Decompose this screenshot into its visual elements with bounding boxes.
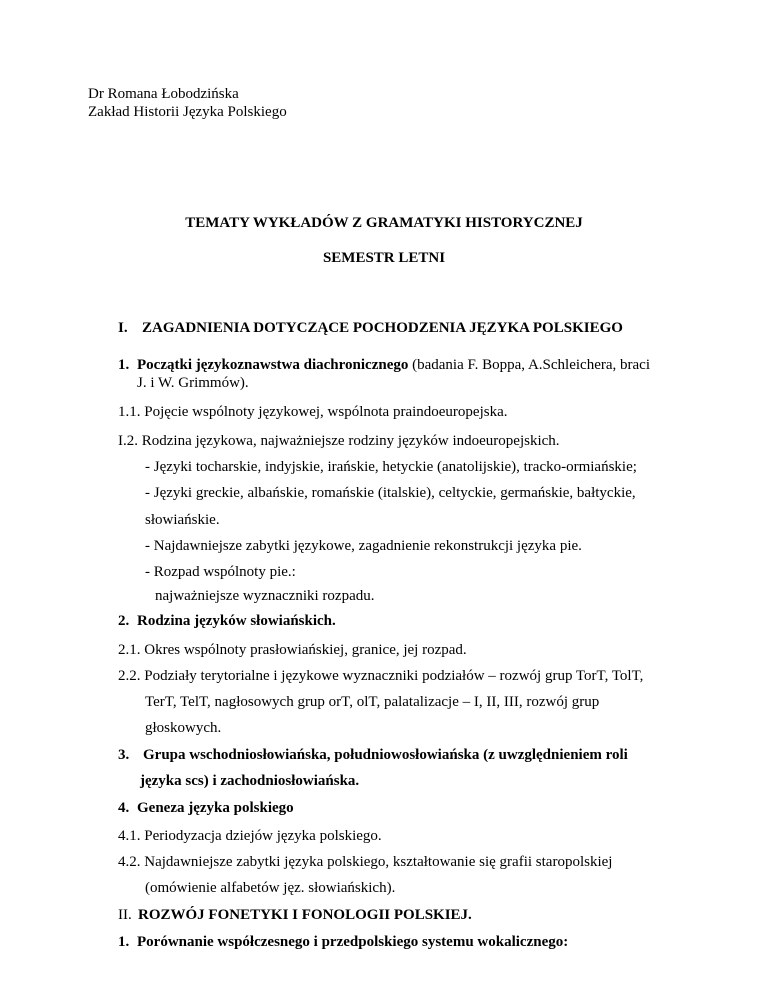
section-2-item-1-text: Porównanie współczesnego i przedpolskiego systemu wokalicznego: <box>137 934 569 950</box>
document-subtitle: SEMESTR LETNI <box>322 250 446 266</box>
item-4-2-line2: (omówienie alfabetów jęz. słowiańskich). <box>145 880 396 896</box>
item-1-rest: (badania F. Boppa, A.Schleichera, braci <box>408 357 650 373</box>
item-1-2-line5: - Rozpad wspólnoty pie.: <box>145 564 296 580</box>
document-title: TEMATY WYKŁADÓW Z GRAMATYKI HISTORYCZNEJ <box>185 215 583 231</box>
item-2-1: 2.1. Okres wspólnoty prasłowiańskiej, granice, jej rozpad. <box>118 642 467 658</box>
item-1-2-title: I.2. Rodzina językowa, najważniejsze rodziny języków indoeuropejskich. <box>118 433 560 449</box>
item-2-text: Rodzina języków słowiańskich. <box>137 613 336 629</box>
item-3-line1: Grupa wschodniosłowiańska, południowosłowiańska (z uwzględnieniem roli <box>143 747 628 763</box>
section-1-heading: ZAGADNIENIA DOTYCZĄCE POCHODZENIA JĘZYKA POLSKIEGO <box>142 320 623 336</box>
item-2-2-line3: głoskowych. <box>145 720 222 736</box>
item-1-2-line4: - Najdawniejsze zabytki językowe, zagadnienie rekonstrukcji języka pie. <box>145 538 582 554</box>
item-1-bold: Początki językoznawstwa diachronicznego <box>137 357 409 373</box>
item-2-number: 2. <box>118 613 130 629</box>
item-4-1: 4.1. Periodyzacja dziejów języka polskiego. <box>118 828 382 844</box>
item-1-2-line3: słowiańskie. <box>145 512 220 528</box>
item-4-number: 4. <box>118 800 130 816</box>
item-1-cont: J. i W. Grimmów). <box>137 375 249 391</box>
department-name: Zakład Historii Języka Polskiego <box>88 104 287 120</box>
section-1-number: I. <box>118 320 128 336</box>
item-2-2-line1: 2.2. Podziały terytorialne i językowe wyznaczniki podziałów – rozwój grup TorT, TolT, <box>118 668 644 684</box>
item-1-text <box>137 356 650 374</box>
item-1-2-line2: - Języki greckie, albańskie, romańskie (italskie), celtyckie, germańskie, bałtyckie, <box>145 485 636 501</box>
item-4-2-line1: 4.2. Najdawniejsze zabytki języka polskiego, kształtowanie się grafii staropolskiej <box>118 854 613 870</box>
item-1-number: 1. <box>118 357 130 373</box>
section-2-item-1-number: 1. <box>118 934 130 950</box>
item-4-text: Geneza języka polskiego <box>137 800 294 816</box>
item-2-2-line2: TerT, TelT, nagłosowych grup orT, olT, palatalizacje – I, II, III, rozwój grup <box>145 694 600 710</box>
item-1-1: 1.1. Pojęcie wspólnoty językowej, wspólnota praindoeuropejska. <box>118 404 508 420</box>
item-1-2-line1: - Języki tocharskie, indyjskie, irańskie, hetyckie (anatolijskie), tracko-ormiańskie; <box>145 459 637 475</box>
item-3-line2: języka scs) i zachodniosłowiańska. <box>140 773 360 789</box>
section-2-heading: ROZWÓJ FONETYKI I FONOLOGII POLSKIEJ. <box>138 907 472 923</box>
section-2-number: II. <box>118 907 132 923</box>
item-3-number: 3. <box>118 747 130 763</box>
author-name: Dr Romana Łobodzińska <box>88 86 239 102</box>
item-1-2-line6: najważniejsze wyznaczniki rozpadu. <box>155 588 375 604</box>
